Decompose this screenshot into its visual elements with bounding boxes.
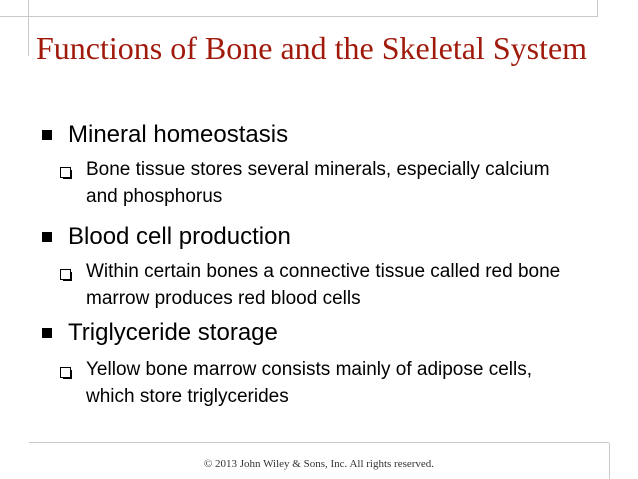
sub-bullet-text: Yellow bone marrow consists mainly of adipose cells, which store triglycerides xyxy=(86,359,533,407)
sub-bullet-blood xyxy=(60,258,566,312)
bullet-label: Triglyceride storage xyxy=(68,319,278,346)
bullet-mineral-homeostasis xyxy=(42,120,288,150)
frame-line-right xyxy=(597,0,598,16)
hollow-box-bullet-icon xyxy=(60,362,74,376)
slide-title: Functions of Bone and the Skeletal System xyxy=(36,30,588,66)
bullet-label: Blood cell production xyxy=(68,223,291,250)
sub-bullet-triglyceride xyxy=(60,356,566,410)
sub-bullet-mineral xyxy=(60,156,566,210)
sub-bullet-text: Within certain bones a connective tissue called red bone marrow produces red blood cells xyxy=(86,261,561,309)
square-bullet-icon xyxy=(42,130,52,140)
frame-line-top xyxy=(0,16,598,17)
square-bullet-icon xyxy=(42,328,52,338)
bullet-label: Mineral homeostasis xyxy=(68,121,289,148)
frame-line-left xyxy=(28,0,29,56)
bullet-triglyceride-storage xyxy=(42,318,278,348)
hollow-box-bullet-icon xyxy=(60,162,74,176)
sub-bullet-text: Bone tissue stores several minerals, especially calcium and phosphorus xyxy=(86,159,550,207)
bullet-blood-cell-production xyxy=(42,222,291,252)
hollow-box-bullet-icon xyxy=(60,264,74,278)
square-bullet-icon xyxy=(42,232,52,242)
frame-line-bottom xyxy=(29,442,609,443)
copyright-footer: © 2013 John Wiley & Sons, Inc. All rights reserved. xyxy=(203,458,435,470)
